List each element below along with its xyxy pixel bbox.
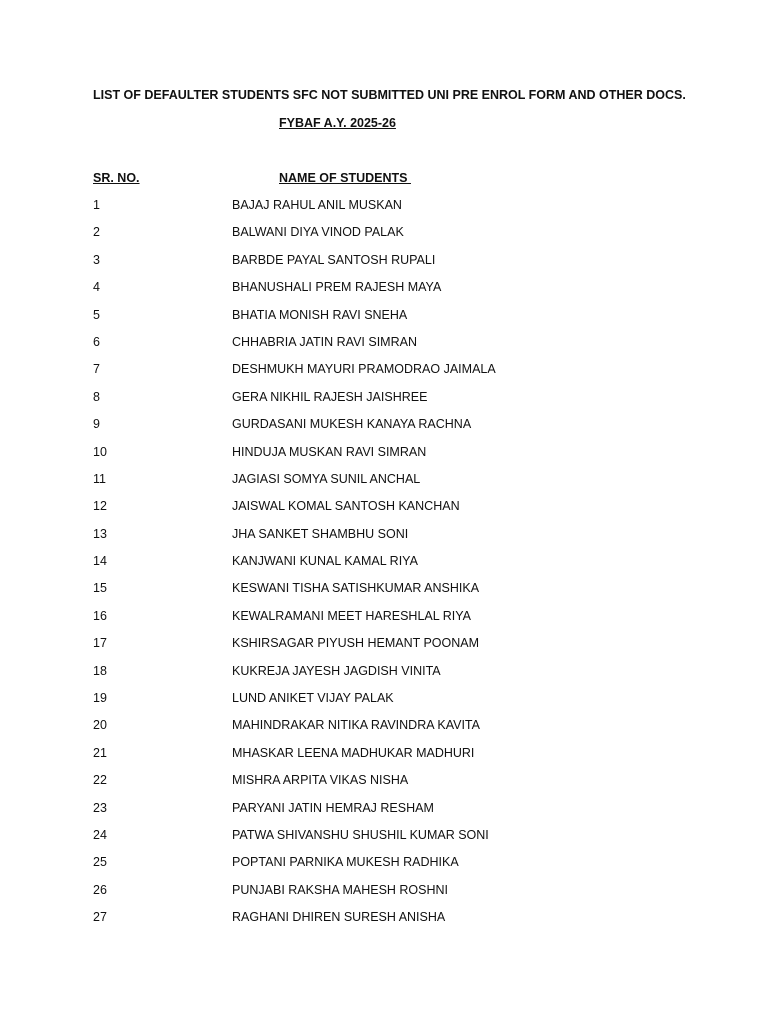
student-row (0, 417, 768, 444)
student-sr-no: 19 (93, 691, 107, 706)
student-sr-no: 12 (93, 499, 107, 514)
student-row (0, 198, 768, 225)
student-row (0, 225, 768, 252)
document-title: LIST OF DEFAULTER STUDENTS SFC NOT SUBMITTED UNI PRE ENROL FORM AND OTHER DOCS. (93, 88, 686, 102)
student-name: POPTANI PARNIKA MUKESH RADHIKA (232, 855, 459, 870)
student-name: PUNJABI RAKSHA MAHESH ROSHNI (232, 882, 449, 897)
student-row (0, 253, 768, 280)
student-sr-no: 5 (93, 307, 100, 322)
student-sr-no: 22 (93, 773, 107, 788)
student-name: BHANUSHALI PREM RAJESH MAYA (232, 280, 442, 295)
student-sr-no: 13 (93, 526, 107, 541)
student-row (0, 581, 768, 608)
student-row (0, 910, 768, 937)
student-sr-no: 21 (93, 745, 107, 760)
student-name: MAHINDRAKAR NITIKA RAVINDRA KAVITA (232, 718, 480, 733)
student-sr-no: 27 (93, 910, 107, 925)
student-name: GURDASANI MUKESH KANAYA RACHNA (232, 417, 472, 432)
student-sr-no: 15 (93, 581, 107, 596)
student-name: GERA NIKHIL RAJESH JAISHREE (232, 389, 428, 404)
student-sr-no: 3 (93, 252, 100, 267)
student-name: JAISWAL KOMAL SANTOSH KANCHAN (232, 499, 460, 514)
student-sr-no: 1 (93, 198, 100, 212)
student-sr-no: 26 (93, 882, 107, 897)
student-row (0, 773, 768, 800)
student-name: KESWANI TISHA SATISHKUMAR ANSHIKA (232, 581, 480, 596)
student-sr-no: 11 (93, 471, 106, 486)
student-sr-no: 18 (93, 663, 107, 678)
document-subtitle: FYBAF A.Y. 2025-26 (279, 116, 396, 130)
student-row (0, 828, 768, 855)
student-name: CHHABRIA JATIN RAVI SIMRAN (232, 334, 417, 349)
student-name: BHATIA MONISH RAVI SNEHA (232, 307, 408, 322)
student-name: JHA SANKET SHAMBHU SONI (232, 526, 409, 541)
student-name: BARBDE PAYAL SANTOSH RUPALI (232, 252, 436, 267)
student-name: RAGHANI DHIREN SURESH ANISHA (232, 910, 446, 925)
student-name: BALWANI DIYA VINOD PALAK (232, 225, 404, 240)
column-header-sr-no: SR. NO. (93, 171, 140, 185)
column-header-name: NAME OF STUDENTS (279, 171, 411, 185)
student-row (0, 609, 768, 636)
student-name: KANJWANI KUNAL KAMAL RIYA (232, 554, 418, 569)
student-sr-no: 20 (93, 718, 107, 733)
student-sr-no: 7 (93, 362, 100, 377)
student-row (0, 280, 768, 307)
student-row (0, 636, 768, 663)
student-name: LUND ANIKET VIJAY PALAK (232, 691, 394, 706)
student-row (0, 883, 768, 910)
student-name: KEWALRAMANI MEET HARESHLAL RIYA (232, 608, 471, 623)
student-name: DESHMUKH MAYURI PRAMODRAO JAIMALA (232, 362, 496, 377)
student-row (0, 335, 768, 362)
student-sr-no: 17 (93, 636, 107, 651)
student-sr-no: 23 (93, 800, 107, 815)
student-name: MISHRA ARPITA VIKAS NISHA (232, 773, 409, 788)
student-row (0, 308, 768, 335)
student-row (0, 554, 768, 581)
student-row (0, 718, 768, 745)
student-row (0, 664, 768, 691)
student-row (0, 855, 768, 882)
student-sr-no: 24 (93, 827, 107, 842)
student-name: HINDUJA MUSKAN RAVI SIMRAN (232, 444, 427, 459)
student-name: MHASKAR LEENA MADHUKAR MADHURI (232, 745, 475, 760)
student-row (0, 445, 768, 472)
student-name: PARYANI JATIN HEMRAJ RESHAM (232, 800, 434, 815)
student-sr-no: 16 (93, 608, 107, 623)
student-name: PATWA SHIVANSHU SHUSHIL KUMAR SONI (232, 827, 489, 842)
student-sr-no: 9 (93, 417, 100, 432)
student-sr-no: 25 (93, 855, 107, 870)
student-row (0, 472, 768, 499)
student-name: KSHIRSAGAR PIYUSH HEMANT POONAM (232, 636, 480, 651)
student-row (0, 362, 768, 389)
student-sr-no: 14 (93, 554, 107, 569)
student-row (0, 390, 768, 417)
student-sr-no: 2 (93, 225, 100, 240)
student-row (0, 746, 768, 773)
student-sr-no: 10 (93, 444, 107, 459)
student-row (0, 527, 768, 554)
student-sr-no: 6 (93, 334, 100, 349)
student-row (0, 801, 768, 828)
student-row (0, 691, 768, 718)
student-sr-no: 8 (93, 389, 100, 404)
student-sr-no: 4 (93, 280, 100, 295)
student-list (0, 198, 768, 938)
student-row (0, 499, 768, 526)
student-name: BAJAJ RAHUL ANIL MUSKAN (232, 198, 402, 212)
student-name: KUKREJA JAYESH JAGDISH VINITA (232, 663, 441, 678)
student-name: JAGIASI SOMYA SUNIL ANCHAL (232, 471, 421, 486)
